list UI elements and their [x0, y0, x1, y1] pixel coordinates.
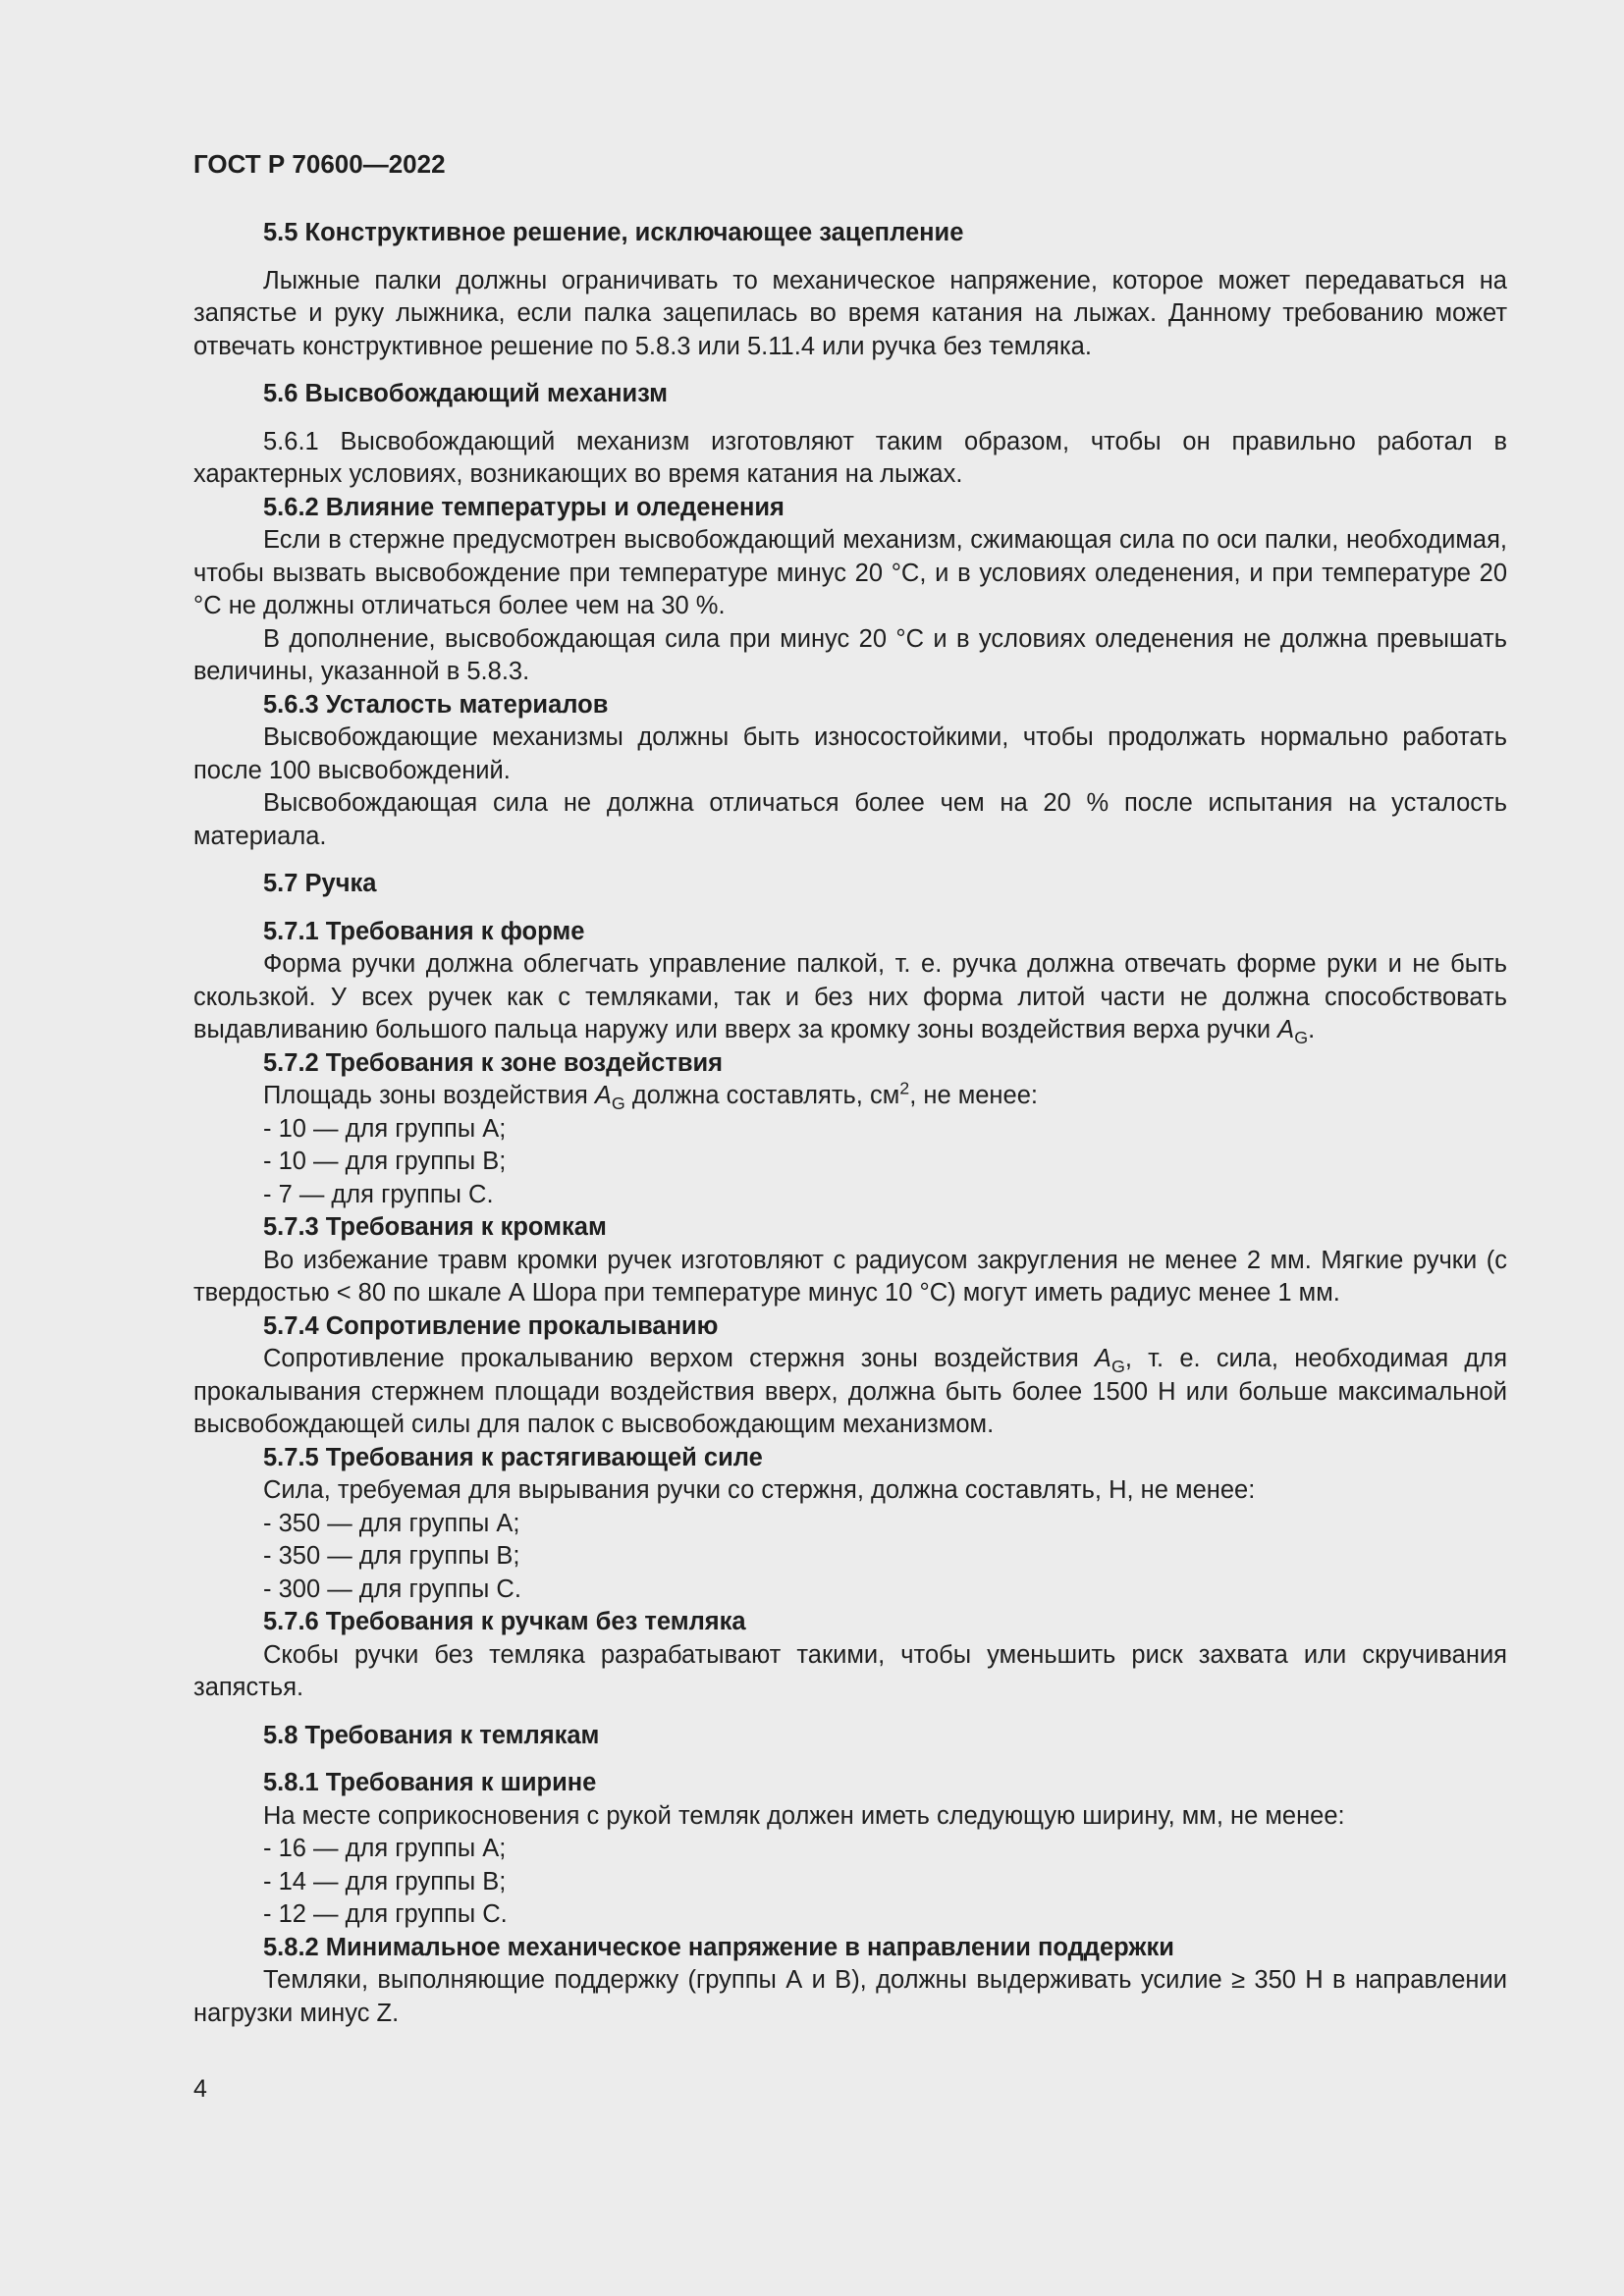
paragraph-end: , не менее:	[909, 1082, 1038, 1109]
paragraph-mid: должна составлять, см	[624, 1082, 900, 1109]
section-5-6-title: 5.6 Высвобождающий механизм	[263, 380, 669, 407]
list-item: - 10 — для группы В;	[263, 1148, 507, 1175]
section-5-7-4-paragraph	[193, 1343, 1507, 1442]
section-5-7-2-title: 5.7.2 Требования к зоне воздействия	[263, 1048, 724, 1077]
section-5-7-4-title: 5.7.4 Сопротивление прокалыванию	[263, 1311, 719, 1340]
section-5-7-3-paragraph: Во избежание травм кромки ручек изготовляют с радиусом закругления не менее 2 мм. Мягкие ручки (с твердостью < 80 по шкале А Шора при температуре минус 10 °С) могут иметь радиус менее 1 мм.	[193, 1246, 1507, 1307]
section-5-6-2-paragraph-1: Если в стержне предусмотрен высвобождающий механизм, сжимающая сила по оси палки, необходимая, чтобы вызвать высвобождение при температуре минус 20 °С, и в условиях оледенения, и при температуре 20 °С не должны отличаться более чем на 30 %.	[193, 526, 1507, 619]
list-item: - 300 — для группы С.	[263, 1575, 521, 1603]
section-5-7-3-title: 5.7.3 Требования к кромкам	[263, 1213, 607, 1241]
section-5-6-2-title: 5.6.2 Влияние температуры и оледенения	[263, 493, 785, 521]
paragraph-start: Сопротивление прокалыванию верхом стержня зоны воздействия	[263, 1345, 1095, 1372]
section-5-7-1-title: 5.7.1 Требования к форме	[263, 917, 585, 945]
section-5-7-6-title: 5.7.6 Требования к ручкам без темляка	[263, 1608, 746, 1635]
section-5-8-2-paragraph: Темляки, выполняющие поддержку (группы А и В), должны выдерживать усилие ≥ 350 Н в направлении нагрузки минус Z.	[193, 1966, 1507, 2027]
section-5-7-6-paragraph: Скобы ручки без темляка разрабатывают такими, чтобы уменьшить риск захвата или скручивания запястья.	[193, 1640, 1507, 1701]
symbol-a: A	[594, 1082, 612, 1109]
symbol-a: A	[1094, 1345, 1111, 1372]
section-5-6-3-paragraph-1: Высвобождающие механизмы должны быть износостойкими, чтобы продолжать нормально работать после 100 высвобождений.	[193, 723, 1507, 784]
document-page	[193, 147, 1507, 2030]
section-5-7-5-title: 5.7.5 Требования к растягивающей силе	[263, 1443, 763, 1471]
symbol-g-subscript: G	[1294, 1028, 1309, 1048]
list-item: - 350 — для группы А;	[263, 1509, 520, 1537]
section-5-6-1-paragraph: 5.6.1 Высвобождающий механизм изготовляют таким образом, чтобы он правильно работал в характерных условиях, возникающих во время катания на лыжах.	[193, 427, 1507, 488]
symbol-a: A	[1277, 1016, 1295, 1043]
section-5-8-1-paragraph: На месте соприкосновения с рукой темляк должен иметь следующую ширину, мм, не менее:	[263, 1801, 1345, 1830]
paragraph-end: , т. е. сила, необходимая для прокалывания стержнем площади воздействия вверх, должна быть более 1500 Н или больше максимальной высвобождающей силы для палок с высвобождающим механизмом.	[193, 1345, 1507, 1438]
section-5-8-1-title: 5.8.1 Требования к ширине	[263, 1769, 597, 1796]
symbol-g-subscript: G	[1110, 1357, 1125, 1377]
list-item: - 350 — для группы В;	[263, 1542, 520, 1570]
paragraph-start: Площадь зоны воздействия	[263, 1082, 595, 1109]
section-5-5-title: 5.5 Конструктивное решение, исключающее зацепление	[263, 219, 964, 246]
page-number: 4	[193, 2075, 207, 2103]
paragraph-text: Форма ручки должна облегчать управление палкой, т. е. ручка должна отвечать форме руки и не быть скользкой. У всех ручек как с темляками, так и без них форма литой части не должна способствовать выдавливанию большого пальца наружу или вверх за кромку зоны воздействия верха ручки	[193, 950, 1507, 1043]
paragraph-end: .	[1308, 1016, 1316, 1043]
section-5-6-3-paragraph-2: Высвобождающая сила не должна отличаться более чем на 20 % после испытания на усталость материала.	[193, 789, 1507, 850]
section-5-7-title: 5.7 Ручка	[263, 870, 377, 897]
document-id-header: ГОСТ Р 70600—2022	[193, 149, 446, 179]
symbol-g-subscript: G	[611, 1094, 625, 1114]
section-5-7-1-paragraph	[193, 948, 1507, 1047]
list-item: - 14 — для группы В;	[263, 1867, 507, 1896]
section-5-7-2-paragraph	[193, 1080, 1507, 1113]
unit-superscript: 2	[899, 1078, 910, 1098]
list-item: - 7 — для группы С.	[263, 1180, 494, 1208]
list-item: - 10 — для группы А;	[263, 1114, 507, 1143]
section-5-8-2-title: 5.8.2 Минимальное механическое напряжение в направлении поддержки	[263, 1933, 1174, 1961]
section-5-6-2-paragraph-2: В дополнение, высвобождающая сила при минус 20 °С и в условиях оледенения не должна превышать величины, указанной в 5.8.3.	[193, 624, 1507, 685]
section-5-8-title: 5.8 Требования к темлякам	[263, 1721, 600, 1749]
list-item: - 16 — для группы А;	[263, 1835, 507, 1862]
section-5-7-5-paragraph: Сила, требуемая для вырывания ручки со стержня, должна составлять, Н, не менее:	[263, 1476, 1256, 1504]
section-5-6-3-title: 5.6.3 Усталость материалов	[263, 690, 609, 719]
list-item: - 12 — для группы С.	[263, 1900, 508, 1928]
section-5-5-paragraph: Лыжные палки должны ограничивать то механическое напряжение, которое может передаваться на запястье и руку лыжника, если палка зацепилась во время катания на лыжах. Данному требованию может отвечать конструктивное решение по 5.8.3 или 5.11.4 или ручка без темляка.	[193, 266, 1507, 360]
